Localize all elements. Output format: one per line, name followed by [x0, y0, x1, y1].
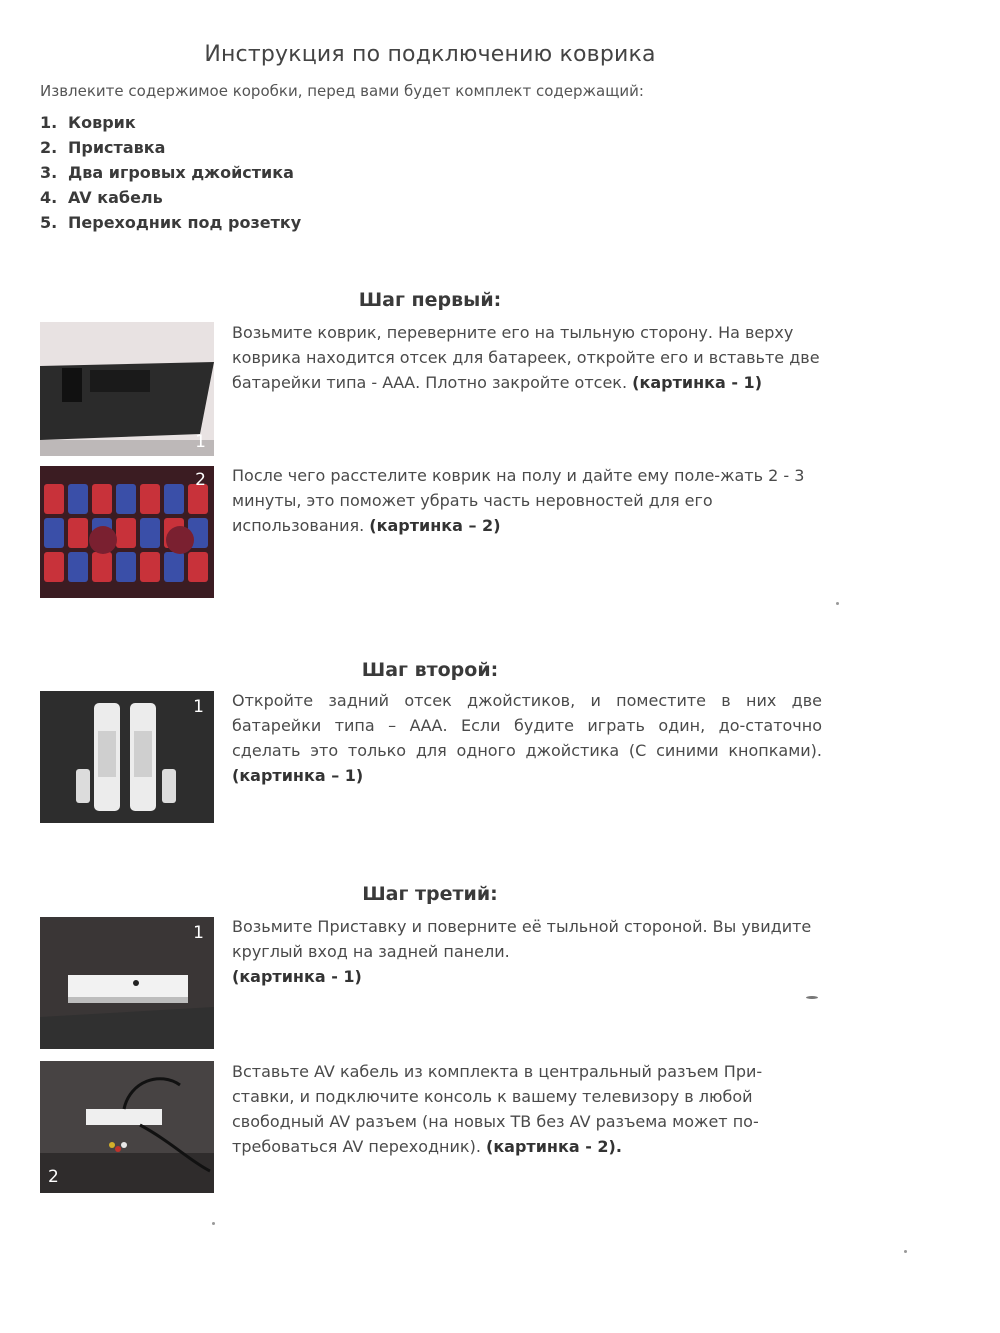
list-item: 1. Коврик	[40, 113, 136, 132]
mat-pad	[68, 484, 88, 514]
photo-number: 1	[195, 432, 206, 452]
mat-back-image	[40, 322, 214, 456]
mat-pad	[68, 518, 88, 548]
photo-number: 1	[193, 697, 204, 717]
page-title: Инструкция по подключению коврика	[204, 42, 656, 67]
step-three-paragraph-two: Вставьте AV кабель из комплекта в центральный разъем При-ставки, и подключите консоль к вашему телевизору в любой свободный AV разъем (на новых ТВ без AV разъема может по-требоваться AV переходник). (картинка - 2).	[232, 1062, 763, 1156]
list-item: 4. AV кабель	[40, 188, 163, 207]
step-three-title: Шаг третий:	[362, 883, 498, 905]
photo-console-av-cable	[40, 1061, 214, 1193]
mat-pad	[92, 484, 112, 514]
mat-pad	[92, 552, 112, 582]
step-three-paragraph-one: Возьмите Приставку и поверните её тыльной стороной. Вы увидите круглый вход на задней панели. (картинка - 1)	[232, 917, 812, 986]
list-item: 3. Два игровых джойстика	[40, 163, 294, 182]
scan-speck	[212, 1222, 215, 1225]
kit-list	[40, 110, 301, 235]
mat-pad	[116, 484, 136, 514]
joysticks-image	[40, 691, 214, 823]
scan-speck	[836, 602, 839, 605]
mat-pad	[44, 484, 64, 514]
step-one-title: Шаг первый:	[358, 289, 502, 311]
scan-speck	[806, 996, 818, 999]
photo-number: 1	[193, 923, 204, 943]
list-item: 2. Приставка	[40, 138, 166, 157]
photo-number: 2	[48, 1167, 59, 1187]
mat-pad	[164, 484, 184, 514]
step-two-paragraph: Откройте задний отсек джойстиков, и поместите в них две батарейки типа – ААА. Если будите играть один, до-статочно сделать это только для одного джойстика (С синими кнопками). (картинка – 1)	[232, 691, 822, 785]
scan-speck	[904, 1250, 907, 1253]
list-item: 5. Переходник под розетку	[40, 213, 302, 232]
mat-front-image	[40, 466, 214, 598]
mat-pad	[188, 552, 208, 582]
intro-text: Извлеките содержимое коробки, перед вами будет комплект содержащий:	[40, 82, 644, 100]
mat-pad	[116, 518, 136, 548]
mat-pad	[44, 552, 64, 582]
console-back-image	[40, 917, 214, 1049]
mat-pad	[140, 518, 160, 548]
mat-pad	[116, 552, 136, 582]
step-one-paragraph-one: Возьмите коврик, переверните его на тыльную сторону. На верху коврика находится отсек для батареек, откройте его и вставьте две батарейки типа - ААА. Плотно закройте отсек. (картинка - 1)	[232, 323, 820, 392]
step-two-title: Шаг второй:	[361, 659, 499, 681]
console-cable-image	[40, 1061, 214, 1193]
step-one-paragraph-two: После чего расстелите коврик на полу и дайте ему поле-жать 2 - 3 минуты, это поможет убрать часть неровностей для его использования. (картинка – 2)	[232, 466, 805, 535]
photo-console-back	[40, 917, 214, 1049]
photo-joysticks	[40, 691, 214, 823]
mat-pad	[140, 484, 160, 514]
photo-mat-battery-compartment	[40, 322, 214, 456]
mat-pad	[140, 552, 160, 582]
mat-pad	[68, 552, 88, 582]
photo-number: 2	[195, 470, 206, 490]
photo-mat-spread	[40, 466, 214, 598]
mat-pad	[44, 518, 64, 548]
mat-pad	[164, 552, 184, 582]
